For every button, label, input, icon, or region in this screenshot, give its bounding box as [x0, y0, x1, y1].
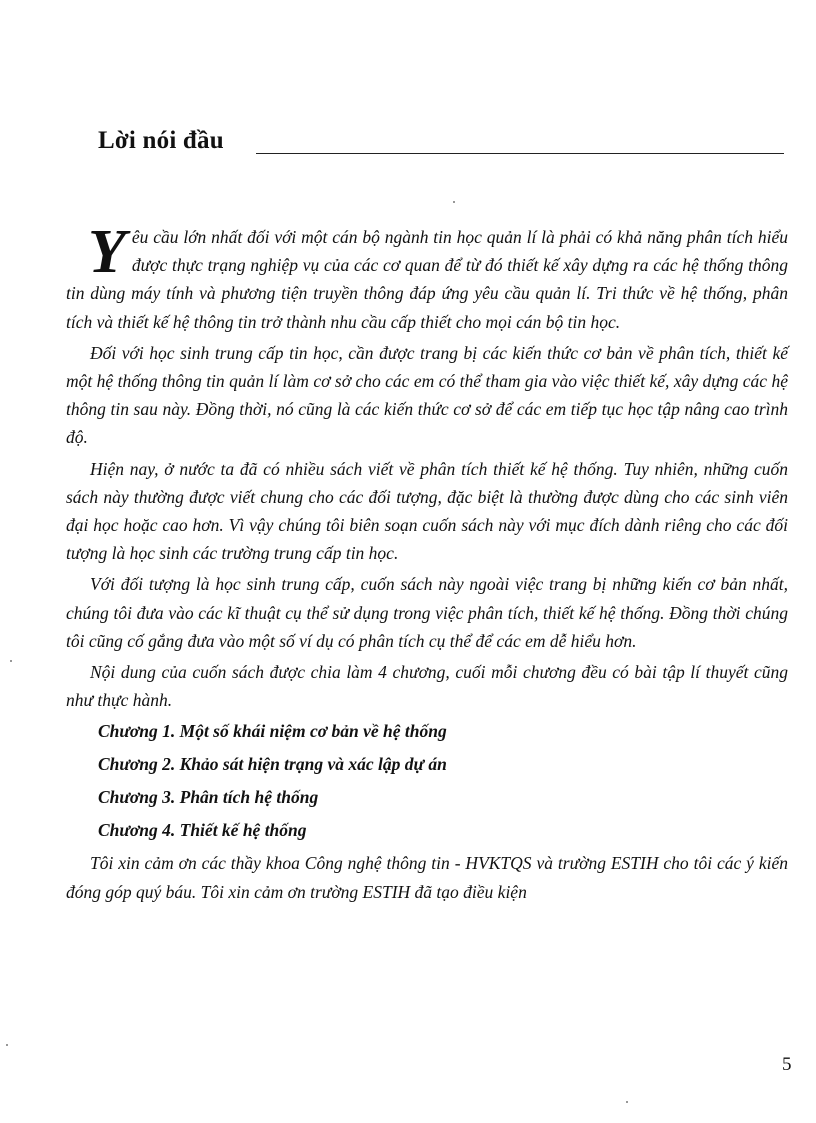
scan-speck [10, 660, 12, 662]
section-heading [98, 127, 784, 161]
scan-speck [6, 1044, 8, 1046]
page-number: 5 [782, 1054, 792, 1075]
chapter-item: Chương 3. Phân tích hệ thống [98, 787, 319, 808]
paragraph-existing-books: Hiện nay, ở nước ta đã có nhiều sách viết về phân tích thiết kế hệ thống. Tuy nhiên, những cuốn sách này thường được viết chung cho các đối tượng, đặc biệt là thường được dùng cho các sinh viên đại học hoặc cao hơn. Vì vậy chúng tôi biên soạn cuốn sách này với mục đích dành riêng cho các đối tượng là học sinh các trường trung cấp tin học. [66, 458, 788, 564]
preface-body [66, 218, 788, 909]
chapter-list [66, 717, 788, 844]
paragraph-intro-text: êu cầu lớn nhất đối với một cán bộ ngành tin học quản lí là phải có khả năng phân tích hiểu được thực trạng nghiệp vụ của các cơ quan để từ đó thiết kế xây dựng ra các hệ thống thông tin dùng máy tính và phương tiện truyền thông đáp ứng yêu cầu quản lí. Tri thức về hệ thống, phân tích và thiết kế hệ thông tin trở thành nhu cầu cấp thiết cho mọi cán bộ tin học. [66, 227, 788, 332]
paragraph-approach: Với đối tượng là học sinh trung cấp, cuốn sách này ngoài việc trang bị những kiến cơ bản nhất, chúng tôi đưa vào các kĩ thuật cụ thể sử dụng trong việc phân tích, thiết kế hệ thống. Đồng thời chúng tôi cũng cố gắng đưa vào một số ví dụ có phân tích cụ thể để các em dễ hiểu hơn. [66, 574, 788, 651]
chapter-item: Chương 4. Thiết kế hệ thống [98, 820, 307, 841]
drop-cap: Y [88, 218, 126, 286]
scan-speck [453, 201, 455, 203]
chapter-item: Chương 1. Một số khái niệm cơ bản về hệ thống [98, 721, 447, 742]
heading-rule [256, 153, 784, 154]
paragraph-contents: Nội dung của cuốn sách được chia làm 4 chương, cuối mỗi chương đều có bài tập lí thuyết cũng như thực hành. [66, 662, 788, 711]
paragraph-students: Đối với học sinh trung cấp tin học, cần được trang bị các kiến thức cơ bản về phân tích, thiết kế một hệ thống thông tin quản lí làm cơ sở cho các em có thể tham gia vào việc thiết kế, xây dựng các hệ thông tin sau này. Đồng thời, nó cũng là các kiến thức cơ sở để các em tiếp tục học tập nâng cao trình độ. [66, 342, 788, 448]
paragraph-intro [66, 218, 788, 336]
scan-speck [626, 1101, 628, 1103]
chapter-item: Chương 2. Khảo sát hiện trạng và xác lập dự án [98, 754, 447, 775]
heading-title: Lời nói đầu [98, 127, 224, 154]
paragraph-acknowledgement: Tôi xin cảm ơn các thầy khoa Công nghệ thông tin - HVKTQS và trường ESTIH cho tôi các ý kiến đóng góp quý báu. Tôi xin cảm ơn trường ESTIH đã tạo điều kiện [66, 853, 788, 902]
